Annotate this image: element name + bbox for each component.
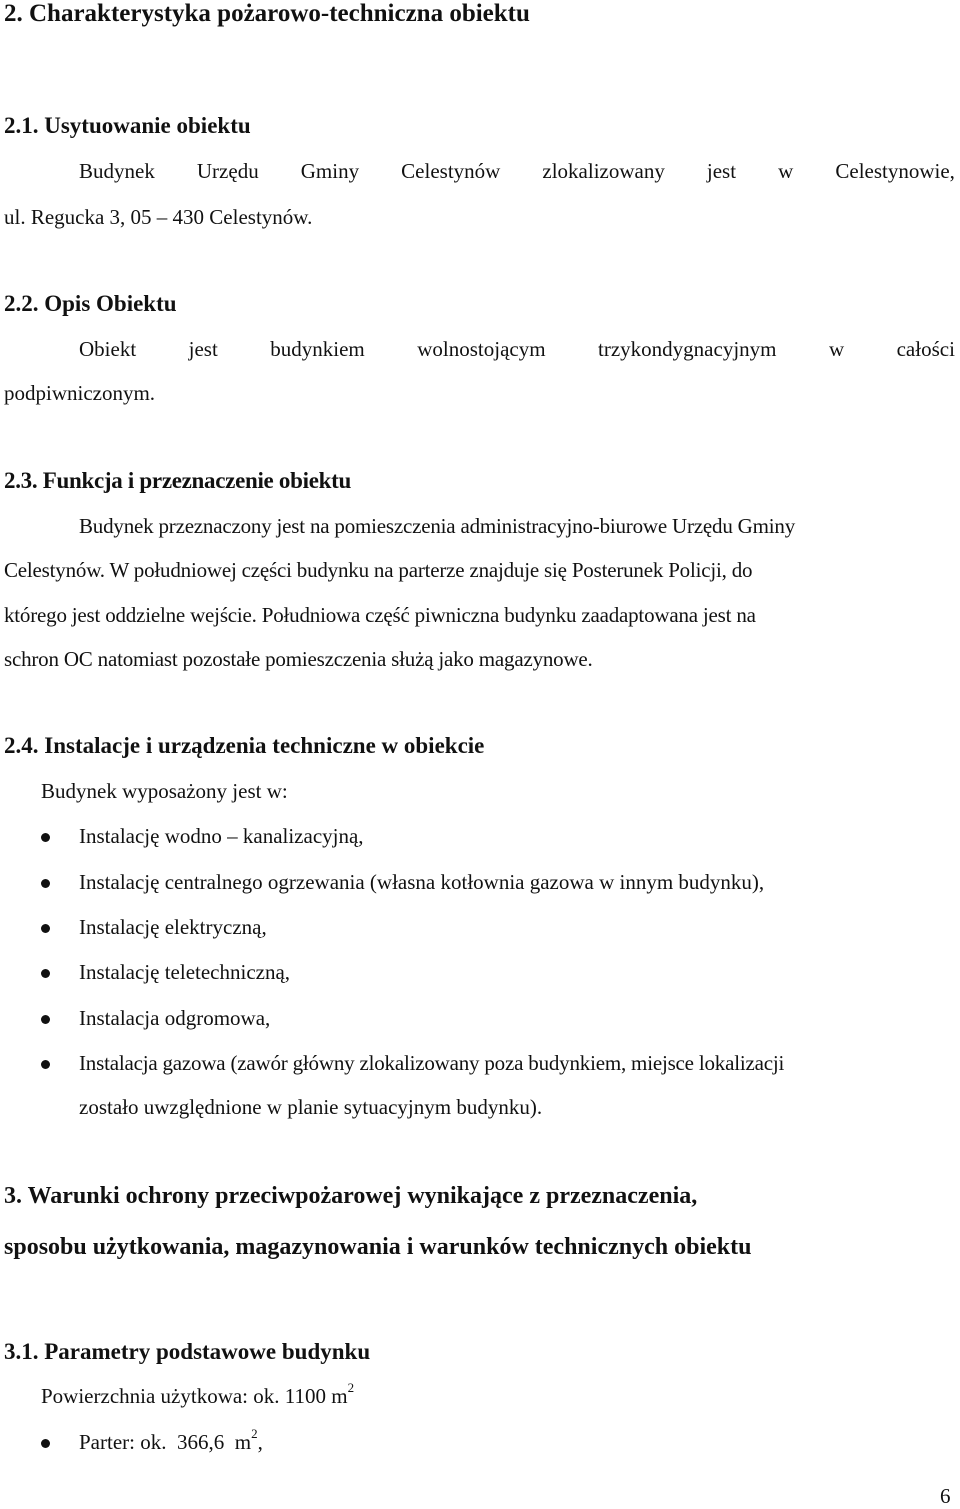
parter-tail: , — [257, 1430, 263, 1454]
section-2-3-line-2: Celestynów. W południowej części budynku na parterze znajduje się Posterunek Policji, do — [4, 558, 753, 582]
section-2-2-heading: 2.2. Opis Obiektu — [4, 291, 177, 316]
word: Urzędu — [196, 159, 259, 183]
bullet-icon — [41, 833, 50, 842]
word: w — [778, 159, 794, 183]
section-3-title-line-2: sposobu użytkowania, magazynowania i warunków technicznych obiektu — [4, 1234, 752, 1260]
usable-area — [41, 1380, 355, 1409]
word: jest — [188, 337, 218, 361]
word: wolnostojącym — [417, 337, 546, 361]
word: Gminy — [300, 159, 360, 183]
word: jest — [706, 159, 737, 183]
bullet-icon — [41, 1060, 50, 1069]
section-2-2-line-1 — [79, 337, 955, 362]
word: budynkiem — [270, 337, 365, 361]
bullet-icon — [41, 1015, 50, 1024]
word: Budynek — [79, 159, 155, 183]
section-2-title: 2. Charakterystyka pożarowo-techniczna obiektu — [4, 0, 530, 27]
section-3-title-line-1: 3. Warunki ochrony przeciwpożarowej wynikające z przeznaczenia, — [4, 1183, 698, 1209]
list-item: Instalacja odgromowa, — [79, 1006, 271, 1030]
word: Obiekt — [79, 337, 137, 361]
section-2-4-heading: 2.4. Instalacje i urządzenia techniczne w obiekcie — [4, 733, 485, 758]
page-number: 6 — [940, 1484, 951, 1508]
list-item: Instalacja gazowa (zawór główny zlokalizowany poza budynkiem, miejsce lokalizacji — [79, 1051, 785, 1075]
list-item: Instalację centralnego ogrzewania (własna kotłownia gazowa w innym budynku), — [79, 870, 765, 894]
word: Celestynów — [401, 159, 501, 183]
list-item-continuation: zostało uwzględnione w planie sytuacyjnym budynku). — [79, 1095, 543, 1119]
usable-area-label: Powierzchnia użytkowa: ok. 1100 m — [41, 1384, 348, 1408]
list-item: Instalację wodno – kanalizacyjną, — [79, 824, 364, 848]
superscript: 2 — [251, 1426, 258, 1441]
parter-area — [79, 1426, 263, 1455]
word: całości — [896, 337, 955, 361]
section-2-2-line-2: podpiwniczonym. — [4, 381, 156, 405]
section-2-1-line-2: ul. Regucka 3, 05 – 430 Celestynów. — [4, 205, 313, 229]
section-3-1-heading: 3.1. Parametry podstawowe budynku — [4, 1339, 371, 1364]
section-2-1-line-1 — [79, 159, 955, 184]
bullet-icon — [41, 924, 50, 933]
word: trzykondygnacyjnym — [598, 337, 777, 361]
list-item: Instalację teletechniczną, — [79, 960, 291, 984]
word: zlokalizowany — [542, 159, 665, 183]
section-2-4-intro: Budynek wyposażony jest w: — [41, 779, 288, 803]
bullet-icon — [41, 969, 50, 978]
section-2-3-line-4: schron OC natomiast pozostałe pomieszczenia służą jako magazynowe. — [4, 647, 593, 671]
word: Celestynowie, — [835, 159, 955, 183]
word: w — [828, 337, 845, 361]
list-item: Instalację elektryczną, — [79, 915, 267, 939]
section-2-1-heading: 2.1. Usytuowanie obiektu — [4, 113, 251, 138]
section-2-3-line-1: Budynek przeznaczony jest na pomieszczenia administracyjno-biurowe Urzędu Gminy — [79, 514, 796, 538]
section-2-3-line-3: którego jest oddzielne wejście. Południowa część piwniczna budynku zaadaptowana jest na — [4, 603, 756, 627]
section-2-3-heading: 2.3. Funkcja i przeznaczenie obiektu — [4, 468, 351, 493]
superscript: 2 — [347, 1380, 355, 1395]
parter-label: Parter: ok. 366,6 m — [79, 1430, 252, 1454]
bullet-icon — [41, 1439, 50, 1448]
bullet-icon — [41, 879, 50, 888]
